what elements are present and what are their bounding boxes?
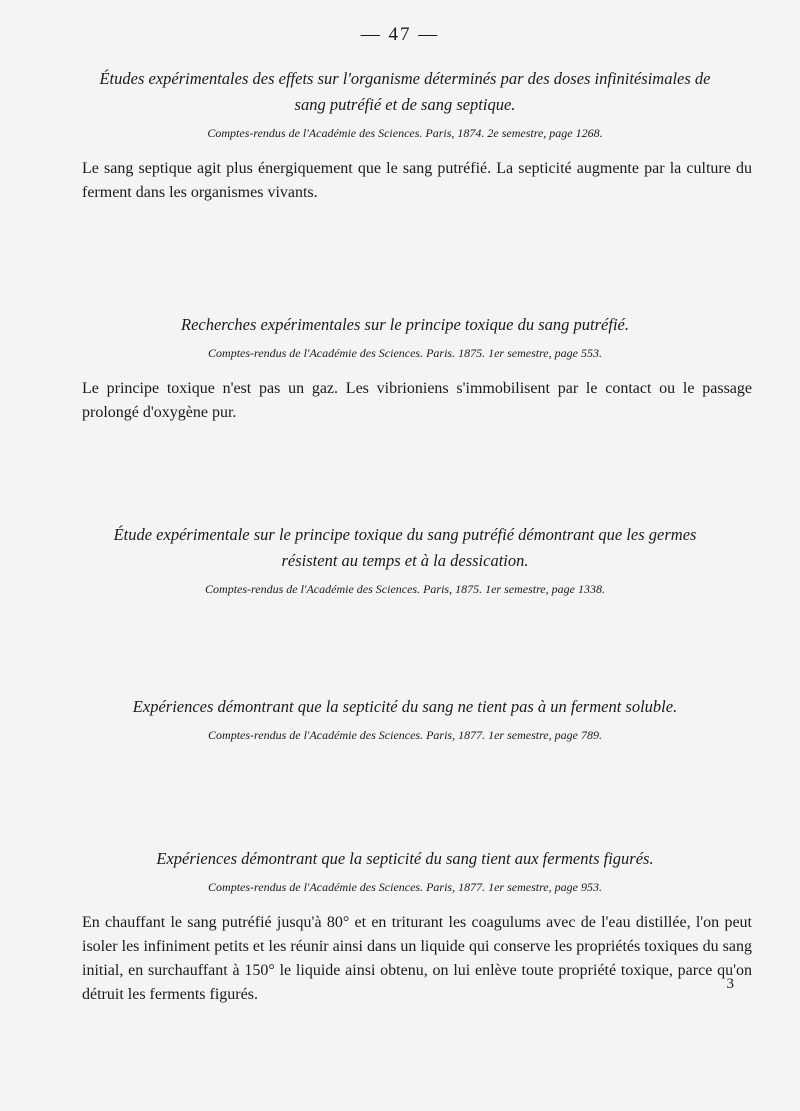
entry-source: Comptes-rendus de l'Académie des Sciences. Paris. 1875. 1er semestre, page 553. [208,346,602,360]
signature-mark: 3 [726,976,734,992]
entry-title-line: Étude expérimentale sur le principe toxique du sang putréfié démontrant que les germes [113,525,697,544]
entry-title-line: résistent au temps et à la dessication. [281,551,529,570]
entry-5 [60,846,750,1007]
entry-body: Le principe toxique n'est pas un gaz. Les vibrioniens s'immobilisent par le contact ou le passage prolongé d'oxygène pur. [82,380,752,421]
entry-4 [60,694,750,743]
entry-3 [60,522,750,597]
page-number: — 47 — [360,24,440,45]
entry-2 [60,312,750,425]
entry-title-line: sang putréfié et de sang septique. [294,95,516,114]
entry-title [60,66,750,118]
entry-title [60,846,750,872]
entry-body: Le sang septique agit plus énergiquement que le sang putréfié. La septicité augmente par la culture du ferment dans les organismes vivants. [82,160,752,201]
entry-title-line: Expériences démontrant que la septicité du sang tient aux ferments figurés. [156,849,654,868]
entry-title [60,522,750,574]
entry-title [60,312,750,338]
entry-title-line: Expériences démontrant que la septicité du sang ne tient pas à un ferment soluble. [132,697,678,716]
entry-1 [60,66,750,205]
entry-title-line: Recherches expérimentales sur le principe toxique du sang putréfié. [181,315,629,334]
entry-title-line: Études expérimentales des effets sur l'organisme déterminés par des doses infinitésimales de [99,69,711,88]
entry-source: Comptes-rendus de l'Académie des Sciences. Paris, 1877. 1er semestre, page 953. [208,880,602,894]
entry-source: Comptes-rendus de l'Académie des Sciences. Paris, 1875. 1er semestre, page 1338. [205,582,605,596]
entry-source: Comptes-rendus de l'Académie des Sciences. Paris, 1877. 1er semestre, page 789. [208,728,602,742]
entry-title [60,694,750,720]
entry-source: Comptes-rendus de l'Académie des Sciences. Paris, 1874. 2e semestre, page 1268. [207,126,603,140]
entry-body: En chauffant le sang putréfié jusqu'à 80° et en triturant les coagulums avec de l'eau distillée, l'on peut isoler les infiniment petits et les réunir ainsi dans un liquide qui conserve les propriétés toxiques du sang initial, en surchauffant à 150° le liquide ainsi obtenu, on lui enlève toute propriété toxique, parce qu'on détruit les ferments figurés. [82,914,752,1003]
